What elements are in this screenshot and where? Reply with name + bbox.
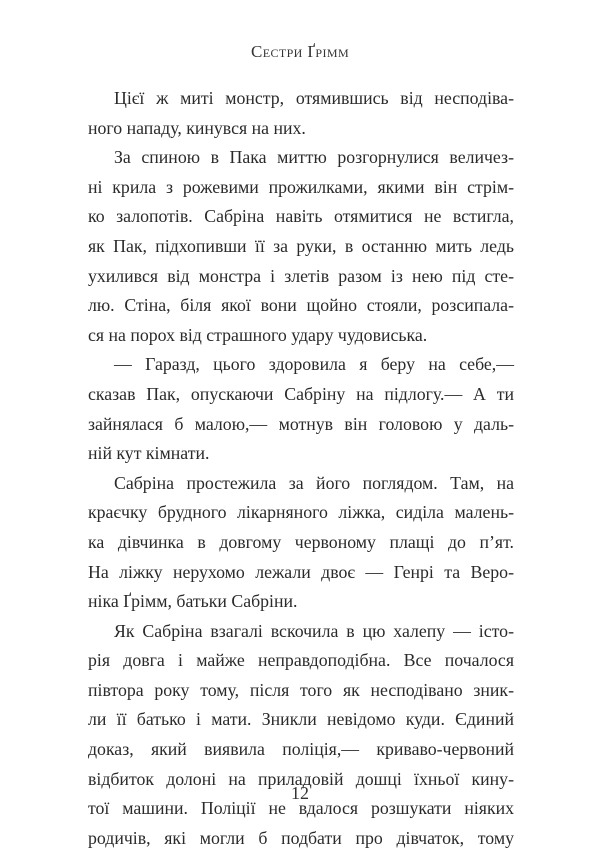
text-line: зайнялася б малою,— мотнув він головою у даль- xyxy=(88,413,514,434)
text-line: Цієї ж миті монстр, отямившись від несподіва- xyxy=(114,88,514,108)
running-title: Сестри Ґрімм xyxy=(250,42,350,61)
text-line: як Пак, підхопивши її за руки, в останню мить ледь xyxy=(88,235,514,256)
text-line: сказав Пак, опускаючи Сабріну на підлогу.— А ти xyxy=(88,383,514,404)
page-number: 12 xyxy=(291,783,309,803)
text-line: півтора року тому, після того як несподівано зник- xyxy=(88,679,514,700)
text-line: тої машини. Поліції не вдалося розшукати ніяких xyxy=(88,798,514,819)
text-line: На ліжку нерухомо лежали двоє — Генрі та Веро- xyxy=(88,561,514,582)
text-line: рія довга і майже неправдоподібна. Все почалося xyxy=(88,650,514,671)
text-line: ко залопотів. Сабріна навіть отямитися не встигла, xyxy=(88,206,514,227)
text-line: ли її батько і мати. Зникли невідомо куди. Єдиний xyxy=(88,709,514,730)
text-line: Як Сабріна взагалі вскочила в цю халепу — істо- xyxy=(114,620,514,641)
text-line: — Гаразд, цього здоровила я беру на себе,— xyxy=(114,354,514,375)
text-line: доказ, який виявила поліція,— криваво-червоний xyxy=(88,739,514,760)
text-line: Сабріна простежила за його поглядом. Там, на xyxy=(114,472,514,493)
text-line: лю. Стіна, біля якої вони щойно стояли, розсипала- xyxy=(88,295,514,316)
text-line: ніка Ґрімм, батьки Сабріни. xyxy=(88,591,298,612)
text-line: ній кут кімнати. xyxy=(88,443,210,464)
text-line: ного нападу, кинувся на них. xyxy=(88,117,306,138)
text-line: родичів, які могли б подбати про дівчаток, тому xyxy=(88,827,514,848)
text-line: ні крила з рожевими прожилками, якими він стрім- xyxy=(88,176,514,197)
body-text xyxy=(88,84,514,853)
text-line: ся на порох від страшного удару чудовиська. xyxy=(88,324,428,345)
text-line: ухилився від монстра і злетів разом із нею під сте- xyxy=(88,265,514,286)
text-line: За спиною в Пака миттю розгорнулися величез- xyxy=(114,147,514,168)
text-line: ка дівчинка в довгому червоному плащі до п’ят. xyxy=(88,531,514,552)
text-line: краєчку брудного лікарняного ліжка, сиділа малень- xyxy=(88,502,514,523)
text-line: відбиток долоні на приладовій дошці їхньої кину- xyxy=(88,768,514,789)
